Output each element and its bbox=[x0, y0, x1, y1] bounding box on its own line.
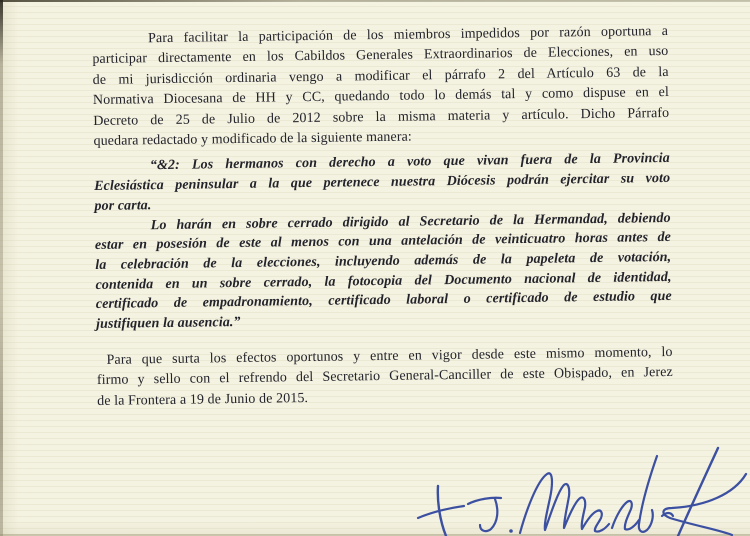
text-line: Para facilitar la participación de los miembros impedidos por razón oportuna a bbox=[148, 23, 669, 47]
text-line: Para que surta los efectos oportunos y entre en vigor desde este mismo momento, lo bbox=[106, 344, 673, 368]
text-line: justifiquen la ausencia.” bbox=[96, 315, 241, 333]
bishop-signature-handwriting bbox=[410, 436, 750, 536]
text-line: quedara redactado y modificado de la siguiente manera: bbox=[93, 129, 412, 150]
text-line: estar en posesión de este al menos con una antelación de veinticuatro horas antes de bbox=[94, 230, 672, 254]
text-line: por carta. bbox=[94, 198, 152, 214]
text-line: Lo harán en sobre cerrado dirigido al Secretario de la Hermandad, debiendo bbox=[150, 210, 671, 233]
closing-paragraph bbox=[96, 343, 673, 412]
text-line: la celebración de la elecciones, incluyendo además de la papeleta de votación, bbox=[95, 249, 672, 273]
text-line: Normativa Diocesana de HH y CC, quedando todo lo demás tal y como dispuse en el bbox=[92, 85, 670, 109]
text-line: Decreto de 25 de Julio de 2012 sobre la misma materia y artículo. Dicho Párrafo bbox=[93, 105, 670, 129]
text-line: de mi jurisdicción ordinaria vengo a modificar el párrafo 2 del Artículo 63 de la bbox=[92, 64, 669, 88]
text-line: de la Frontera a 19 de Junio de 2015. bbox=[97, 390, 309, 409]
quoted-article-paragraph-1 bbox=[94, 149, 671, 216]
text-line: participar directamente en los Cabildos Generales Extraordinarios de Elecciones, en uso bbox=[92, 44, 669, 68]
text-line: certificado de empadronamiento, certificado laboral o certificado de estudio que bbox=[95, 289, 672, 313]
intro-paragraph bbox=[92, 22, 670, 152]
scan-edge-top bbox=[0, 0, 750, 2]
text-line: “&2: Los hermanos con derecho a voto que vivan fuera de la Provincia bbox=[149, 151, 670, 174]
document-text bbox=[92, 22, 673, 412]
quoted-article-paragraph-2 bbox=[95, 208, 673, 334]
text-line: contenida en un sobre cerrado, la fotocopia del Documento nacional de identidad, bbox=[95, 269, 672, 293]
text-line: firmo y sello con el refrendo del Secretario General-Canciller de este Obispado, en Jerez bbox=[96, 365, 673, 389]
text-line: Eclesiástica peninsular a la que pertenece nuestra Diócesis podrán ejercitar su voto bbox=[94, 171, 671, 195]
scan-edge-left bbox=[0, 0, 3, 536]
